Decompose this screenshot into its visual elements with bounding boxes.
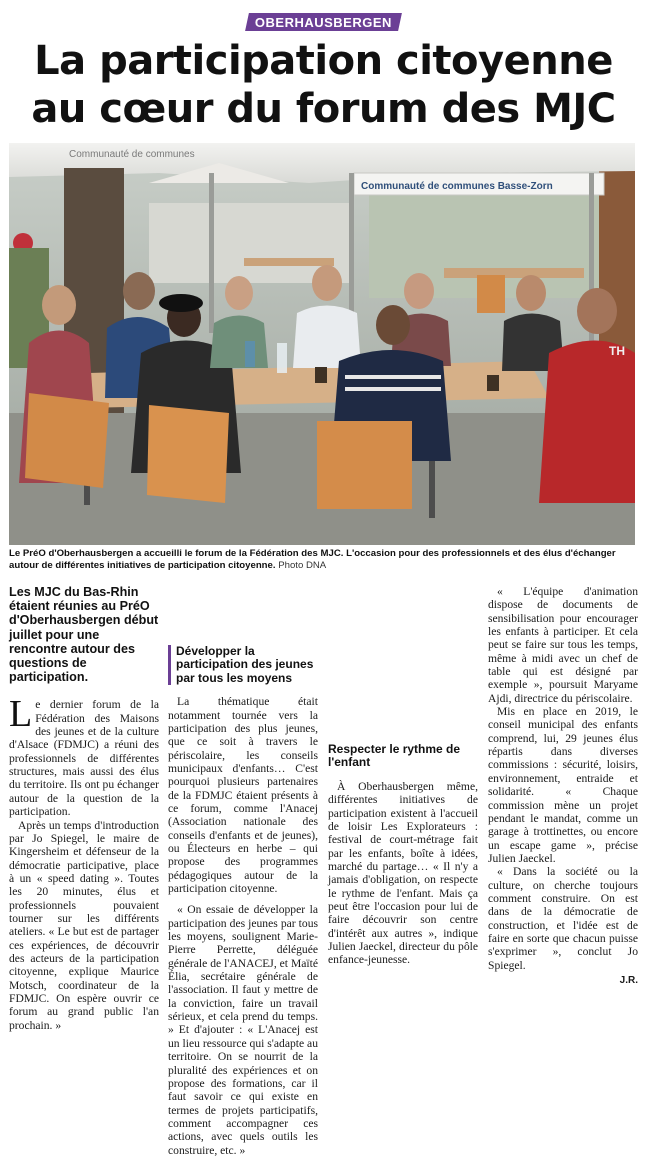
paragraph-1 — [9, 693, 159, 819]
person-head — [42, 285, 76, 325]
orange-chair — [477, 275, 505, 313]
person-head — [225, 276, 253, 310]
coffee-cup — [487, 375, 499, 391]
photo-caption — [9, 548, 637, 572]
subhead-developper: Développer la participation des jeunes par tous les moyens — [168, 645, 318, 685]
photo-illustration — [9, 143, 635, 545]
paragraph-4: « On essaie de développer la participation des jeunes par tous les moyens, soulignent Marie-Pierre Perrette, déléguée générale de l'ANACEJ, et Maïté Élia, secrétaire générale de l'association. Il faut y mettre de la conviction, faire un travail sérieux, et cela prend du temps. » Et d'ajouter : « L'Anacej est un lieu ressource qui s'adapte au territoire. On se nourrit de la pluralité des expériences et on propose des formations, car il faut savoir ce qui existe en termes de projets participatifs, comment accompagner ces actions, avec quels outils les construire, etc. » — [168, 903, 318, 1157]
person-head — [404, 273, 434, 309]
orange-chair — [317, 421, 412, 509]
author-signature: J.R. — [619, 974, 638, 986]
column-4 — [488, 585, 638, 987]
paragraph-6: « L'équipe d'animation dispose de documents de sensibilisation pour encourager les enfants à participer. Et cela peut se faire sur tous les temps, même à midi avec un chef de table qui est désigné par exemple », poursuit Maryame Ajdi, directrice du périscolaire. — [488, 585, 638, 705]
shirt-stripe — [345, 387, 441, 391]
headline — [10, 37, 637, 133]
far-table — [244, 258, 334, 266]
orange-chair — [25, 393, 109, 488]
paragraph-3: La thématique était notamment tournée vers la participation des plus jeunes, que ce soit à travers le périscolaire, les conseils municipaux d'enfants… C'est pourquoi plusieurs partenaires de la FDMJC étaient présents à ce forum, comme l'Anacej (Association nationale des conseils d'enfants et de jeunes), ou Électeurs en herbe – qui propose des programmes pédagogiques autour de la participation citoyenne. — [168, 695, 318, 896]
column-2 — [168, 585, 318, 1157]
shirt-stripe — [345, 375, 441, 379]
person-head — [123, 272, 155, 310]
tent-pole — [209, 173, 214, 333]
person-head — [312, 265, 342, 301]
far-table — [444, 268, 584, 278]
orange-chair — [147, 405, 229, 503]
coffee-cup — [315, 367, 327, 383]
headline-line-2: au cœur du forum des MJC — [31, 86, 616, 132]
column-3 — [328, 585, 478, 967]
article-lead: Les MJC du Bas-Rhin étaient réunies au PréO d'Oberhausbergen début juillet pour une rencontre autour des questions de participation. — [9, 585, 159, 685]
article-photo — [9, 143, 635, 545]
tent-sign-left: Communauté de communes — [69, 149, 195, 160]
kicker-wrap — [0, 13, 647, 32]
paragraph-2: Après un temps d'introduction par Jo Spiegel, le maire de Kingersheim et défenseur de la démocratie participative, place à un « speed dating ». Toutes les 20 minutes, élus et professionnels pouvaient tourner sur les différents ateliers. « Le but est de partager ces expériences, de découvrir des acteurs de la participation citoyenne, explique Maurice Motsch, coordinateur de la FDMJC. On espère ouvrir ce forum au grand public l'an prochain. » — [9, 818, 159, 1032]
location-kicker: OBERHAUSBERGEN — [245, 13, 402, 31]
water-bottle — [277, 343, 287, 373]
paragraph-1-text: e dernier forum de la Fédération des Maisons des jeunes et de la culture d'Alsace (FDMJC) a réuni des professionnels de différentes structures, mais aussi des élus du territoire. Ils ont pu échanger autour de la question de la participation. — [9, 698, 159, 819]
tent-banner-text: Communauté de communes Basse-Zorn — [361, 181, 553, 192]
person-cap — [159, 294, 203, 312]
subhead-rythme: Respecter le rythme de l'enfant — [328, 742, 461, 770]
paragraph-7: Mis en place en 2019, le conseil municipal des enfants comprend, lui, 29 jeunes élus répartis dans diverses commissions : sécurité, loisirs, environnement, entraide et solidarité. « Chaque commission mène un projet pendant le mandat, comme un garage à trottinettes, ou encore un escape game », précise Julien Jaeckel. — [488, 705, 638, 865]
paragraph-8: « Dans la société ou la culture, on cherche toujours comment construire. On est dans de la démocratie de construction, et l'idée est de faire en sorte que chacun puisse s'exprimer », conclut Jo Spiegel. — [488, 865, 638, 972]
headline-line-1: La participation citoyenne — [34, 38, 613, 84]
person-head — [516, 275, 546, 311]
column-1 — [9, 585, 159, 1032]
paragraph-5: À Oberhausbergen même, différentes initiatives de participation existent à l'accueil de loisir Les Explorateurs : festival de court-métrage fait par les enfants, boîte à idées, marché du partage… « Il n'y a jamais d'obligation, on respecte le rythme de l'enfant. Mais ça peut être l'occasion pour lui de faire découvrir son centre d'intérêt aux autres », indique Julien Jaeckel, directeur du pôle enfance-jeunesse. — [328, 779, 478, 967]
shirt-text: TH — [609, 344, 625, 358]
water-bottle — [245, 341, 255, 367]
caption-text: Le PréO d'Oberhausbergen a accueilli le forum de la Fédération des MJC. L'occasion pour des professionnels et des élus d'échanger autour de différentes initiatives de participation citoyenne. — [9, 548, 616, 571]
photo-credit: Photo DNA — [275, 560, 327, 571]
person-head — [376, 305, 410, 345]
person-body — [539, 341, 635, 504]
person-body — [210, 316, 268, 369]
drop-cap: L — [9, 693, 33, 736]
person-head — [577, 288, 617, 334]
